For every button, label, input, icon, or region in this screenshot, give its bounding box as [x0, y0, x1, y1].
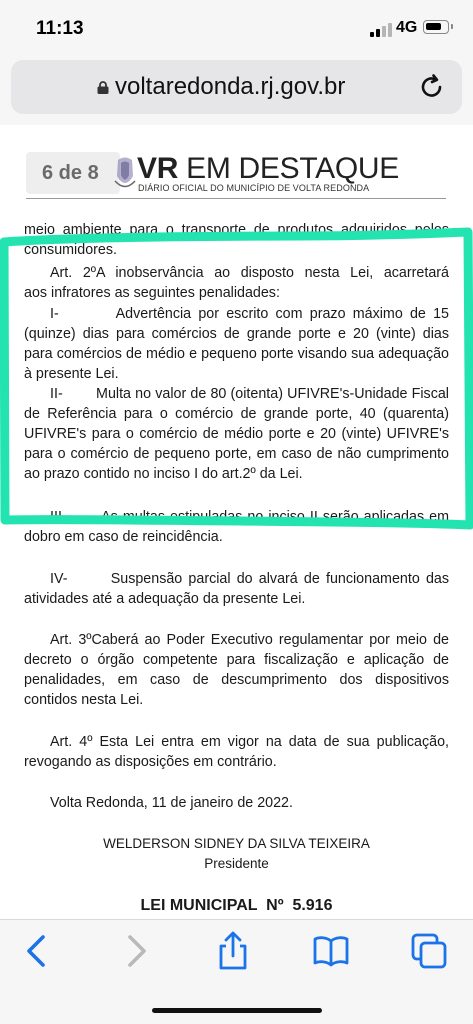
- home-indicator[interactable]: [152, 1008, 322, 1013]
- doc-line: Art. 3ºCaberá ao Poder Executivo regulamentar por meio de: [50, 632, 449, 648]
- tabs-icon[interactable]: [411, 931, 447, 971]
- law-title: LEI MUNICIPAL Nº 5.916: [140, 897, 333, 914]
- doc-line: II- Multa no valor de 80 (oitenta) UFIVRE's-Unidade Fiscal: [50, 386, 449, 402]
- doc-line: UFIVRE's para o comércio de médio porte e 20 (vinte) UFIVRE's: [24, 426, 449, 442]
- signatory-name: WELDERSON SIDNEY DA SILVA TEIXEIRA: [103, 836, 370, 851]
- doc-line: Volta Redonda, 11 de janeiro de 2022.: [50, 795, 293, 811]
- lock-icon: [97, 81, 109, 94]
- back-icon[interactable]: [19, 931, 55, 971]
- doc-line: IV- Suspensão parcial do alvará de funcionamento das: [50, 571, 449, 587]
- doc-line: atividades até a adequação da presente Lei.: [24, 591, 306, 607]
- signatory-title: Presidente: [204, 856, 269, 871]
- doc-line: ao prazo contido no inciso I do art.2º da Lei.: [24, 466, 303, 482]
- doc-line: I- Advertência por escrito com prazo máximo de 15: [50, 306, 449, 322]
- doc-line: para o comércio de pequeno porte, em caso de não cumprimento: [24, 446, 449, 462]
- brand-bold: VR: [137, 152, 179, 185]
- reload-icon[interactable]: [419, 72, 445, 100]
- doc-line: à presente Lei.: [24, 366, 119, 382]
- doc-line: dobro em caso de reincidência.: [24, 529, 223, 545]
- doc-line: penalidades, em caso de descumprimento dos dispositivos: [24, 672, 449, 688]
- newspaper-subtitle: DIÁRIO OFICIAL DO MUNICÍPIO DE VOLTA REDONDA: [138, 183, 370, 193]
- header-divider: [26, 198, 446, 199]
- doc-line: meio ambiente para o transporte de produtos adquiridos pelos: [24, 222, 449, 238]
- doc-line: aos infratores as seguintes penalidades:: [24, 285, 280, 301]
- status-bar: [0, 0, 473, 52]
- doc-line: Art. 2ºA inobservância ao disposto nesta Lei, acarretará: [50, 265, 449, 281]
- doc-line: III- As multas estipuladas no inciso II serão aplicadas em: [50, 509, 449, 525]
- brand-light: EM DESTAQUE: [178, 152, 399, 185]
- doc-line: para comércios de médio e pequeno porte visando sua adequação: [24, 346, 449, 362]
- doc-line: decreto o órgão competente para fiscalização e aplicação de: [24, 652, 449, 668]
- cellular-signal-icon: [370, 23, 392, 37]
- url-text[interactable]: voltaredonda.rj.gov.br: [115, 73, 346, 100]
- doc-line: (quinze) dias para comércios de grande porte e 20 (vinte) dias: [24, 326, 449, 342]
- doc-line: consumidores.: [24, 242, 117, 258]
- share-icon[interactable]: [215, 931, 251, 971]
- doc-line: revogando as disposições em contrário.: [24, 754, 277, 770]
- network-type: 4G: [396, 19, 418, 36]
- city-emblem-icon: [112, 154, 138, 192]
- page-indicator: [26, 152, 120, 194]
- status-time: 11:13: [36, 18, 84, 39]
- newspaper-brand: [137, 152, 399, 186]
- page-indicator-text: 6 de 8: [42, 162, 99, 184]
- bookmarks-icon[interactable]: [313, 931, 349, 971]
- doc-line: Art. 4º Esta Lei entra em vigor na data de sua publicação,: [50, 734, 449, 750]
- forward-icon[interactable]: [118, 931, 154, 971]
- doc-line: de Referência para o comércio de grande porte, 40 (quarenta): [24, 406, 449, 422]
- battery-icon: [423, 20, 449, 34]
- doc-line: contidos nesta Lei.: [24, 692, 144, 708]
